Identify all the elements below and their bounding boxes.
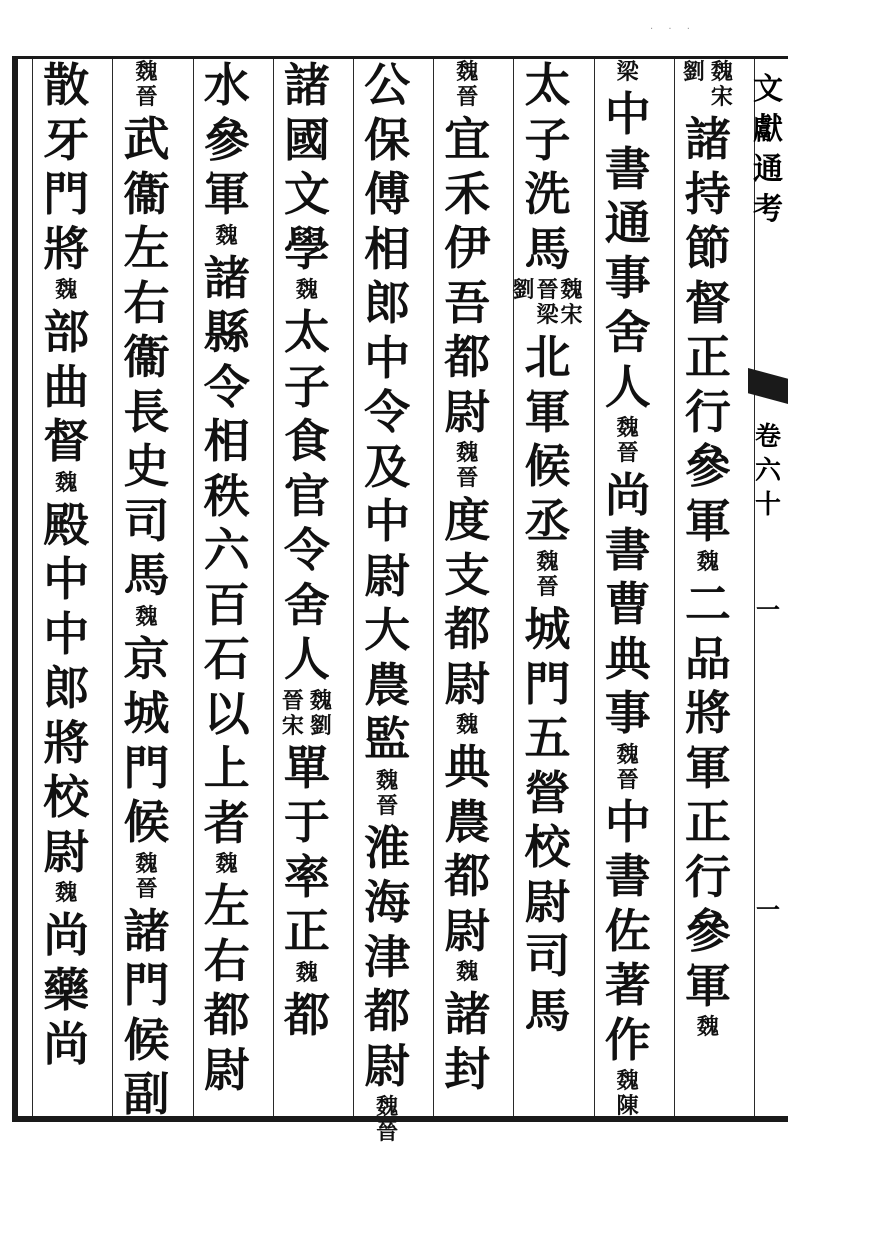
note-char: 魏	[215, 851, 238, 877]
note-subcolumn	[681, 60, 707, 110]
main-text-char: 令	[203, 359, 250, 414]
note-subcolumn	[214, 852, 240, 877]
main-text-char: 殿	[43, 497, 90, 552]
interlinear-note	[36, 881, 96, 906]
main-text-char: 尉	[43, 824, 90, 879]
main-text-char: 衞	[123, 330, 170, 384]
main-text-char: 度	[444, 493, 491, 547]
interlinear-note	[117, 60, 177, 110]
main-text-char: 封	[444, 1041, 491, 1096]
main-text-char: 學	[283, 221, 330, 276]
note-subcolumn	[374, 1095, 400, 1145]
interlinear-note	[678, 60, 738, 110]
note-char: 魏	[616, 1068, 639, 1094]
note-subcolumn	[134, 60, 160, 110]
main-text-char: 以	[203, 686, 250, 741]
interlinear-note	[36, 471, 96, 496]
note-char: 晉	[135, 875, 158, 902]
note-subcolumn	[308, 689, 334, 739]
note-char: 晉	[616, 440, 639, 466]
main-text-char: 軍	[684, 958, 731, 1013]
main-text-char: 于	[283, 795, 330, 849]
main-text-char: 馬	[123, 548, 170, 602]
note-char: 魏	[135, 59, 158, 85]
note-subcolumn	[615, 743, 641, 793]
note-subcolumn	[134, 605, 160, 630]
note-char: 魏	[55, 469, 78, 496]
note-char: 宋	[281, 712, 304, 739]
main-text-char: 事	[604, 686, 651, 740]
main-text-char: 都	[444, 330, 491, 384]
main-text-char: 太	[524, 58, 571, 112]
interlinear-note	[437, 441, 497, 491]
main-text-char: 校	[43, 770, 90, 824]
main-text-char: 門	[123, 958, 170, 1012]
note-char: 魏	[560, 277, 583, 303]
main-text-char: 將	[684, 686, 731, 740]
main-text-char: 尉	[364, 548, 411, 603]
main-text-char: 正	[684, 330, 731, 384]
note-char: 劉	[309, 712, 332, 739]
main-text-char: 保	[364, 112, 411, 167]
note-char: 晉	[376, 792, 399, 819]
main-text-char: 子	[524, 112, 571, 167]
note-char: 魏	[456, 712, 479, 738]
main-text-char: 支	[444, 547, 491, 602]
main-text-char: 司	[524, 929, 571, 983]
main-text-char: 子	[283, 359, 330, 414]
note-subcolumn	[535, 550, 561, 600]
margin-volume-char: 十	[754, 490, 781, 520]
note-subcolumn	[615, 60, 641, 85]
main-text-char: 事	[604, 250, 651, 305]
note-char: 魏	[295, 959, 318, 986]
main-text-char: 諸	[203, 250, 250, 305]
main-text-char: 軍	[684, 740, 731, 795]
main-text-char: 都	[444, 849, 491, 903]
main-text-char: 候	[123, 795, 170, 849]
main-text-char: 尚	[604, 468, 651, 522]
main-text-char: 丞	[524, 493, 571, 548]
interlinear-note	[598, 743, 658, 793]
note-char: 魏	[55, 277, 78, 303]
text-column	[117, 58, 177, 1121]
main-text-char: 通	[604, 196, 651, 250]
main-text-char: 吾	[444, 275, 491, 330]
note-char: 魏	[376, 767, 399, 794]
main-text-char: 長	[123, 384, 170, 439]
margin-strip	[748, 60, 788, 1110]
main-text-char: 軍	[684, 493, 731, 548]
text-column	[357, 58, 417, 1145]
main-text-char: 門	[524, 656, 571, 711]
main-text-char: 軍	[203, 167, 250, 221]
main-text-char: 令	[283, 523, 330, 577]
note-subcolumn	[695, 550, 721, 575]
text-column	[36, 58, 96, 1114]
note-subcolumn	[615, 416, 641, 466]
main-text-char: 諸	[444, 987, 491, 1041]
note-subcolumn	[695, 1015, 721, 1040]
interlinear-note	[678, 550, 738, 575]
interlinear-note	[197, 852, 257, 877]
note-subcolumn	[615, 1069, 641, 1119]
main-text-char: 津	[364, 929, 411, 984]
main-text-char: 部	[43, 305, 90, 359]
main-text-char: 著	[604, 958, 651, 1012]
interlinear-note	[117, 852, 177, 902]
note-subcolumn	[454, 713, 480, 738]
column-rule	[594, 59, 595, 1116]
main-text-char: 京	[123, 631, 170, 686]
main-text-char: 尉	[444, 656, 491, 711]
note-char: 晉	[376, 1119, 399, 1145]
note-char: 魏	[55, 880, 78, 906]
interlinear-note	[598, 416, 658, 466]
text-column	[277, 58, 337, 1114]
main-text-char: 參	[203, 112, 250, 167]
interlinear-note	[678, 1015, 738, 1040]
main-text-char: 伊	[444, 221, 491, 275]
main-text-char: 書	[604, 141, 651, 196]
main-text-char: 司	[123, 493, 170, 548]
main-text-char: 單	[283, 740, 330, 795]
main-text-char: 官	[283, 468, 330, 523]
main-text-char: 城	[123, 686, 170, 740]
main-text-char: 郎	[43, 661, 90, 715]
main-text-char: 宜	[444, 112, 491, 166]
note-char: 魏	[135, 603, 158, 630]
note-char: 魏	[456, 959, 479, 985]
main-text-char: 正	[684, 795, 731, 849]
main-text-char: 城	[524, 602, 571, 656]
interlinear-note	[277, 278, 337, 303]
note-subcolumn	[454, 60, 480, 110]
main-text-char: 二	[684, 577, 731, 631]
main-text-char: 左	[203, 879, 250, 933]
margin-volume-number	[748, 420, 788, 522]
note-subcolumn	[214, 224, 240, 249]
note-char: 宋	[560, 302, 583, 328]
main-text-char: 諸	[684, 112, 731, 166]
main-text-char: 人	[604, 359, 651, 414]
note-subcolumn	[294, 961, 320, 986]
margin-volume-char: 卷	[754, 422, 781, 452]
main-text-char: 郎	[364, 276, 411, 330]
interlinear-note	[36, 278, 96, 303]
main-text-char: 五	[524, 711, 571, 765]
column-rule	[674, 59, 675, 1116]
interlinear-note	[518, 550, 578, 600]
main-text-char: 候	[123, 1012, 170, 1067]
main-text-char: 都	[364, 984, 411, 1038]
interlinear-note	[277, 689, 337, 739]
note-subcolumn	[454, 960, 480, 985]
main-text-char: 書	[604, 849, 651, 903]
interlinear-note	[437, 713, 497, 738]
note-subcolumn	[374, 769, 400, 819]
note-char: 宋	[710, 84, 733, 110]
main-text-char: 行	[684, 384, 731, 439]
margin-title-char: 考	[753, 192, 783, 227]
note-char: 劉	[682, 59, 705, 85]
interlinear-note	[512, 277, 583, 328]
main-text-char: 傅	[364, 167, 411, 221]
main-text-char: 品	[684, 631, 731, 686]
main-text-char: 節	[684, 221, 731, 275]
main-text-char: 門	[43, 167, 90, 221]
main-text-char: 牙	[43, 112, 90, 167]
main-text-char: 校	[524, 820, 571, 874]
interlinear-note	[437, 60, 497, 110]
text-column	[678, 58, 738, 1114]
main-text-char: 將	[43, 715, 90, 770]
main-text-char: 中	[43, 606, 90, 661]
interlinear-note	[598, 1069, 658, 1119]
main-text-char: 軍	[524, 384, 571, 439]
main-text-char: 尉	[444, 384, 491, 439]
main-text-char: 行	[684, 849, 731, 904]
column-rule	[273, 59, 274, 1116]
main-text-char: 左	[123, 221, 170, 275]
main-text-char: 中	[364, 330, 411, 385]
main-text-char: 監	[364, 712, 411, 766]
note-char: 晉	[281, 687, 304, 714]
main-text-char: 曹	[604, 577, 651, 631]
main-text-char: 公	[364, 58, 411, 112]
text-column	[437, 58, 497, 1114]
main-text-char: 書	[604, 522, 651, 577]
main-text-char: 副	[123, 1067, 170, 1121]
main-text-char: 尚	[43, 1017, 90, 1071]
margin-page-mark: 一	[756, 595, 780, 624]
main-text-char: 典	[444, 740, 491, 794]
main-text-char: 水	[203, 58, 250, 112]
main-text-char: 中	[364, 494, 411, 548]
main-text-char: 率	[283, 849, 330, 904]
interlinear-note	[357, 769, 417, 819]
note-subcolumn	[537, 278, 559, 328]
main-text-char: 石	[203, 632, 250, 686]
text-column	[598, 58, 658, 1119]
main-text-char: 令	[364, 385, 411, 439]
note-char: 魏	[456, 59, 479, 85]
main-text-char: 尉	[524, 874, 571, 929]
interlinear-note	[598, 60, 658, 85]
main-text-char: 典	[604, 631, 651, 686]
note-char: 魏	[536, 549, 559, 575]
main-text-char: 督	[684, 275, 731, 330]
main-text-char: 相	[364, 221, 411, 276]
margin-volume-char: 六	[754, 456, 781, 486]
note-subcolumn	[280, 689, 306, 739]
note-subcolumn	[53, 471, 79, 496]
main-text-char: 曲	[43, 359, 90, 414]
margin-title-char: 文	[753, 72, 783, 107]
note-char: 魏	[215, 222, 238, 249]
main-text-char: 國	[283, 112, 330, 167]
main-text-char: 都	[444, 602, 491, 656]
interlinear-note	[197, 224, 257, 249]
note-char: 魏	[616, 415, 639, 441]
interlinear-note	[277, 961, 337, 986]
note-char: 晉	[536, 574, 559, 600]
note-char: 晉	[456, 465, 479, 491]
main-text-char: 候	[524, 439, 571, 493]
note-char: 劉	[512, 277, 535, 303]
main-text-char: 馬	[524, 983, 571, 1038]
main-text-char: 六	[203, 523, 250, 577]
main-text-char: 諸	[283, 58, 330, 112]
main-text-char: 都	[203, 988, 250, 1042]
main-text-char: 督	[43, 414, 90, 468]
main-text-char: 縣	[203, 305, 250, 359]
note-subcolumn	[294, 278, 320, 303]
main-text-char: 海	[364, 875, 411, 929]
main-text-char: 人	[283, 632, 330, 686]
note-subcolumn	[454, 441, 480, 491]
column-rule	[513, 59, 514, 1116]
margin-title-char: 獻	[753, 112, 783, 147]
note-char: 魏	[456, 440, 479, 466]
main-text-char: 右	[203, 933, 250, 988]
note-char: 晉	[135, 84, 158, 110]
main-text-char: 中	[604, 794, 651, 849]
main-text-char: 尉	[444, 903, 491, 958]
main-text-char: 百	[203, 577, 250, 632]
main-text-char: 太	[283, 305, 330, 359]
main-text-char: 散	[43, 58, 90, 112]
column-rule	[433, 59, 434, 1116]
note-char: 陳	[616, 1093, 639, 1119]
margin-page-mark: 一	[756, 895, 780, 924]
note-char: 梁	[536, 302, 559, 328]
note-char: 魏	[710, 59, 733, 85]
main-text-char: 北	[524, 330, 571, 384]
main-text-char: 正	[283, 904, 330, 958]
main-text-char: 諸	[123, 903, 170, 958]
main-text-char: 作	[604, 1012, 651, 1067]
note-subcolumn	[709, 60, 735, 110]
main-text-char: 農	[444, 794, 491, 849]
main-text-char: 參	[684, 439, 731, 493]
column-rule	[112, 59, 113, 1116]
note-char: 魏	[295, 277, 318, 303]
main-text-char: 尉	[203, 1042, 250, 1097]
main-text-char: 右	[123, 275, 170, 330]
ink-smudge: · · ·	[650, 24, 696, 35]
note-char: 晉	[456, 84, 479, 110]
main-text-char: 食	[283, 414, 330, 468]
main-text-char: 者	[203, 795, 250, 850]
main-text-char: 史	[123, 439, 170, 493]
note-subcolumn	[561, 278, 583, 328]
note-char: 魏	[135, 850, 158, 877]
note-char: 梁	[616, 59, 639, 85]
main-text-char: 門	[123, 740, 170, 795]
note-subcolumn	[512, 278, 534, 328]
column-rule	[32, 59, 33, 1116]
main-text-char: 禾	[444, 166, 491, 221]
note-char: 晉	[536, 277, 559, 303]
main-text-char: 及	[364, 439, 411, 494]
main-text-char: 尉	[364, 1038, 411, 1093]
main-text-char: 文	[283, 167, 330, 221]
interlinear-note	[437, 960, 497, 985]
main-text-char: 持	[684, 166, 731, 221]
note-char: 晉	[616, 766, 639, 793]
interlinear-note	[357, 1095, 417, 1145]
note-char: 魏	[376, 1094, 399, 1120]
column-rule	[193, 59, 194, 1116]
main-text-char: 藥	[43, 962, 90, 1017]
main-text-char: 參	[684, 904, 731, 958]
main-text-char: 洗	[524, 167, 571, 221]
main-text-char: 上	[203, 741, 250, 795]
interlinear-note	[117, 605, 177, 630]
note-char: 魏	[696, 1014, 719, 1040]
note-subcolumn	[53, 278, 79, 303]
margin-title-char: 通	[753, 152, 783, 187]
main-text-char: 都	[283, 987, 330, 1042]
column-rule	[353, 59, 354, 1116]
fish-tail-mark	[748, 368, 788, 404]
main-text-char: 佐	[604, 903, 651, 958]
main-text-char: 農	[364, 657, 411, 712]
main-text-char: 相	[203, 414, 250, 468]
note-char: 魏	[696, 549, 719, 575]
text-column	[512, 58, 583, 1114]
margin-title	[748, 70, 788, 230]
main-text-char: 舍	[604, 305, 651, 359]
note-char: 魏	[309, 687, 332, 714]
main-text-char: 中	[43, 552, 90, 606]
main-text-char: 武	[123, 112, 170, 166]
main-text-char: 衞	[123, 166, 170, 221]
main-text-char: 將	[43, 221, 90, 276]
main-text-char: 尚	[43, 908, 90, 962]
main-text-char: 營	[524, 765, 571, 820]
note-subcolumn	[134, 852, 160, 902]
main-text-char: 馬	[524, 221, 571, 276]
main-text-char: 舍	[283, 577, 330, 632]
note-char: 魏	[616, 741, 639, 768]
note-subcolumn	[53, 881, 79, 906]
main-text-char: 大	[364, 603, 411, 657]
main-text-char: 中	[604, 87, 651, 141]
text-column	[197, 58, 257, 1114]
main-text-char: 淮	[364, 820, 411, 875]
main-text-char: 秩	[203, 468, 250, 523]
